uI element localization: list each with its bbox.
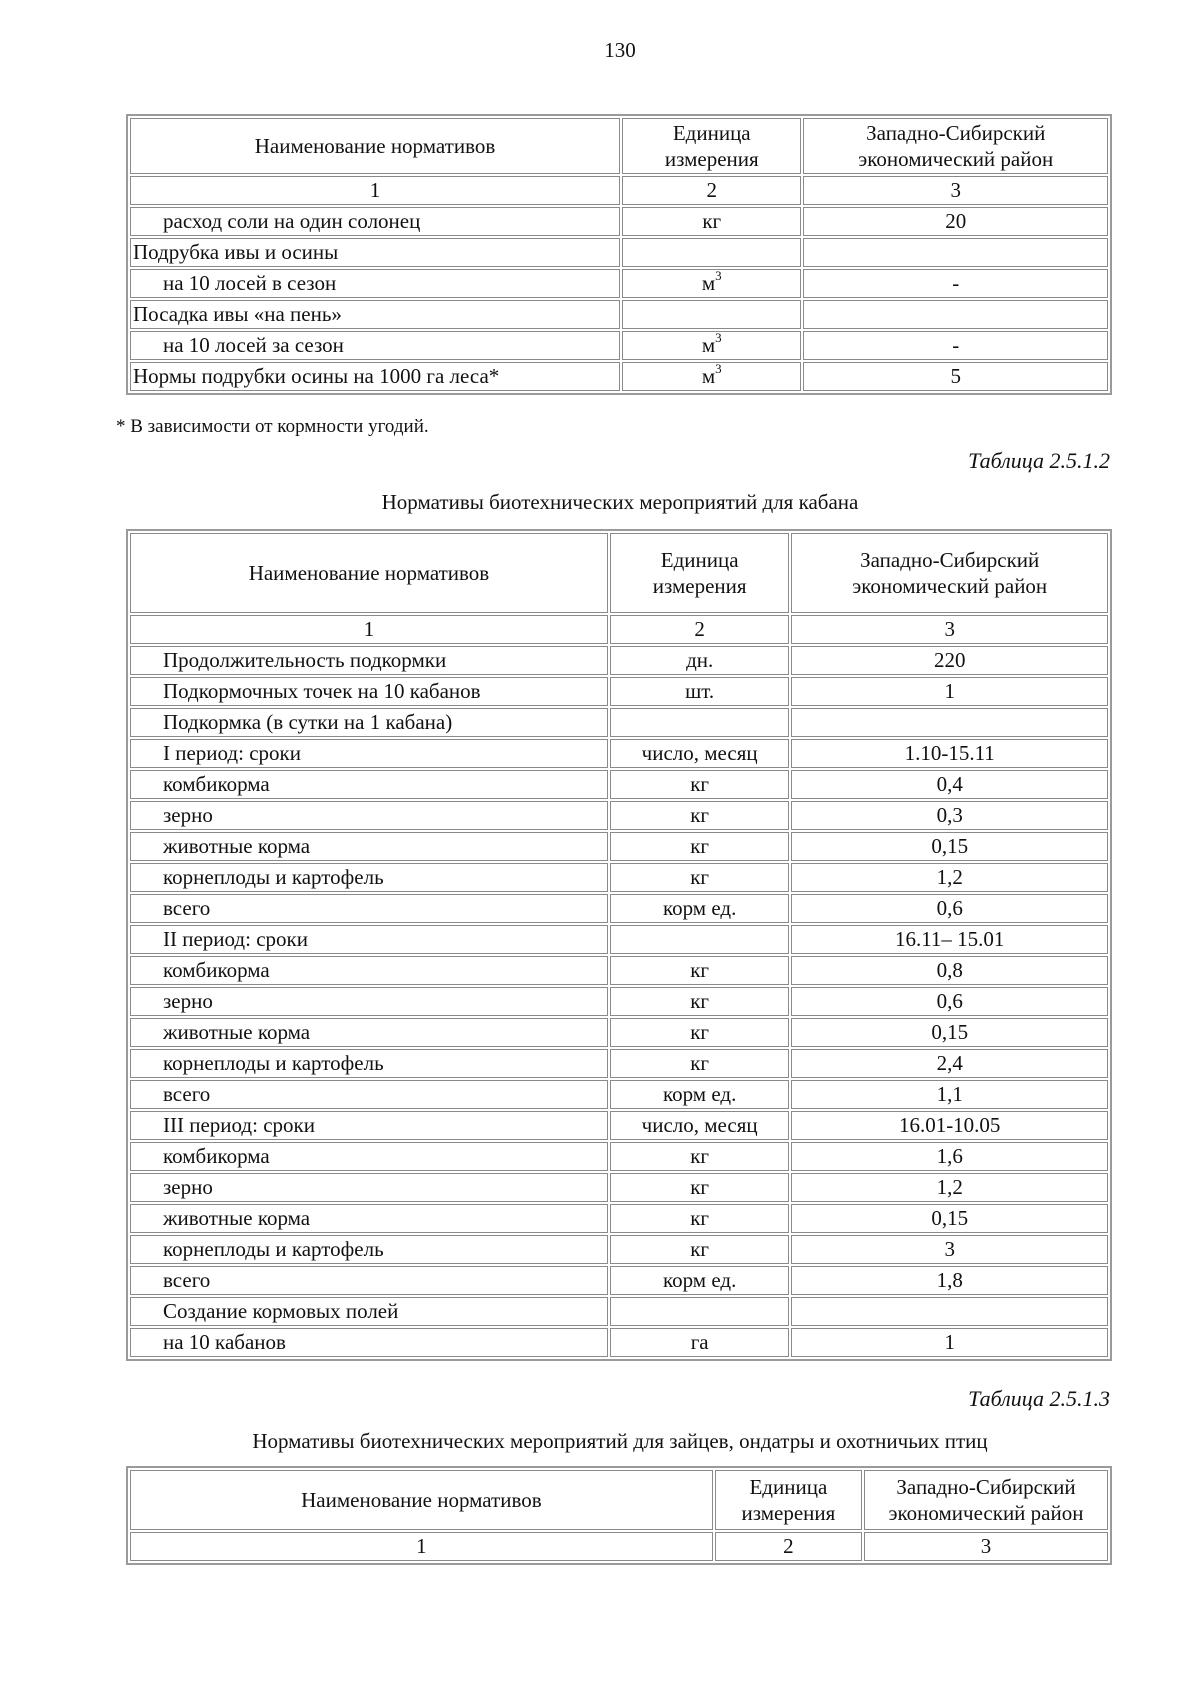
header-unit: Единица измерения (610, 533, 789, 613)
table-row (130, 1235, 1108, 1264)
value-cell: 16.11– 15.01 (791, 925, 1108, 954)
table-header-row (130, 533, 1108, 613)
table-row (130, 1018, 1108, 1047)
value-cell: 20 (803, 207, 1108, 236)
unit-cell: кг (610, 770, 789, 799)
unit-text: м (701, 271, 716, 295)
table-row (130, 1142, 1108, 1171)
norm-name: на 10 лосей в сезон (130, 269, 620, 298)
value-cell: 1,6 (791, 1142, 1108, 1171)
value-cell: 2,4 (791, 1049, 1108, 1078)
unit-cell: кг (610, 1235, 789, 1264)
value-cell: 3 (791, 1235, 1108, 1264)
table-row (130, 770, 1108, 799)
unit-cell (622, 238, 801, 267)
unit-cell (610, 1297, 789, 1326)
value-cell: 1,8 (791, 1266, 1108, 1295)
norm-name: корнеплоды и картофель (130, 1235, 608, 1264)
col-num-3: 3 (803, 176, 1108, 205)
norm-name: Нормы подрубки осины на 1000 га леса* (130, 362, 620, 391)
norm-name: Посадка ивы «на пень» (130, 300, 620, 329)
value-cell: 16.01-10.05 (791, 1111, 1108, 1140)
unit-cell: число, месяц (610, 739, 789, 768)
header-unit: Единица измерения (715, 1470, 862, 1530)
column-number-row (130, 1532, 1108, 1561)
value-cell: 0,6 (791, 987, 1108, 1016)
table-row (130, 1328, 1108, 1357)
norm-name: животные корма (130, 1018, 608, 1047)
table-row (130, 269, 1108, 298)
norm-name: зерно (130, 801, 608, 830)
unit-text: кг (702, 209, 722, 233)
value-cell: 0,8 (791, 956, 1108, 985)
unit-cell: число, месяц (610, 1111, 789, 1140)
page-number: 130 (604, 38, 636, 62)
norm-name: всего (130, 894, 608, 923)
table-row (130, 987, 1108, 1016)
table-row (130, 1173, 1108, 1202)
table-row (130, 708, 1108, 737)
norm-name: II период: сроки (130, 925, 608, 954)
unit-cell (622, 269, 801, 298)
value-cell: - (803, 331, 1108, 360)
column-number-row (130, 176, 1108, 205)
norm-name: I период: сроки (130, 739, 608, 768)
unit-cell: кг (610, 1018, 789, 1047)
table-caption-3: Таблица 2.5.1.3 (968, 1386, 1110, 1411)
table-body (130, 207, 1108, 391)
unit-cell: кг (610, 1204, 789, 1233)
unit-cell: га (610, 1328, 789, 1357)
norm-name: Продолжительность подкормки (130, 646, 608, 675)
table-row (130, 300, 1108, 329)
table-row (130, 1049, 1108, 1078)
col-num-1: 1 (130, 615, 608, 644)
value-cell (803, 300, 1108, 329)
norm-name: комбикорма (130, 956, 608, 985)
col-num-3: 3 (791, 615, 1108, 644)
unit-superscript: 3 (715, 331, 722, 345)
table-row (130, 894, 1108, 923)
unit-cell: корм ед. (610, 1266, 789, 1295)
header-name: Наименование нормативов (130, 533, 608, 613)
table-row (130, 362, 1108, 391)
table-row (130, 677, 1108, 706)
norm-name: Создание кормовых полей (130, 1297, 608, 1326)
unit-superscript: 3 (715, 362, 722, 376)
norm-name: животные корма (130, 832, 608, 861)
norm-name: на 10 лосей за сезон (130, 331, 620, 360)
value-cell: 0,4 (791, 770, 1108, 799)
norm-name: зерно (130, 987, 608, 1016)
unit-text: м (701, 333, 716, 357)
unit-superscript: 3 (715, 269, 722, 283)
table-row (130, 1297, 1108, 1326)
value-cell (803, 238, 1108, 267)
header-unit: Единица измерения (622, 118, 801, 174)
header-region: Западно-Сибирский экономический район (864, 1470, 1108, 1530)
unit-cell (622, 300, 801, 329)
norm-name: на 10 кабанов (130, 1328, 608, 1357)
column-number-row (130, 615, 1108, 644)
value-cell: 1,2 (791, 1173, 1108, 1202)
norm-name: Подкормка (в сутки на 1 кабана) (130, 708, 608, 737)
value-cell: 1 (791, 1328, 1108, 1357)
norm-name: комбикорма (130, 770, 608, 799)
value-cell: 1.10-15.11 (791, 739, 1108, 768)
unit-cell: корм ед. (610, 1080, 789, 1109)
header-region: Западно-Сибирский экономический район (803, 118, 1108, 174)
header-name: Наименование нормативов (130, 118, 620, 174)
norm-name: всего (130, 1080, 608, 1109)
table-boar-norms (126, 529, 1112, 1361)
value-cell: 0,15 (791, 1204, 1108, 1233)
unit-cell (622, 362, 801, 391)
unit-cell: корм ед. (610, 894, 789, 923)
col-num-1: 1 (130, 176, 620, 205)
value-cell: 0,6 (791, 894, 1108, 923)
value-cell: 5 (803, 362, 1108, 391)
unit-text: м (701, 364, 716, 388)
table-row (130, 925, 1108, 954)
table-row (130, 956, 1108, 985)
table-row (130, 801, 1108, 830)
unit-cell (610, 708, 789, 737)
unit-cell: кг (610, 863, 789, 892)
table-row (130, 832, 1108, 861)
value-cell: 0,15 (791, 832, 1108, 861)
table-title-2: Нормативы биотехнических мероприятий для кабана (381, 490, 859, 514)
unit-cell (622, 331, 801, 360)
unit-cell: кг (610, 1173, 789, 1202)
col-num-2: 2 (715, 1532, 862, 1561)
norm-name: Подрубка ивы и осины (130, 238, 620, 267)
table-hare-muskrat-bird-norms (126, 1466, 1112, 1565)
table-row (130, 1266, 1108, 1295)
table-title-3: Нормативы биотехнических мероприятий для зайцев, ондатры и охотничьих птиц (252, 1429, 988, 1453)
table-row (130, 1204, 1108, 1233)
unit-cell: кг (610, 832, 789, 861)
unit-cell (610, 925, 789, 954)
table-row (130, 238, 1108, 267)
table-row (130, 331, 1108, 360)
col-num-1: 1 (130, 1532, 713, 1561)
norm-name: всего (130, 1266, 608, 1295)
norm-name: корнеплоды и картофель (130, 863, 608, 892)
value-cell: 1,1 (791, 1080, 1108, 1109)
value-cell: 220 (791, 646, 1108, 675)
value-cell (791, 708, 1108, 737)
norm-name: корнеплоды и картофель (130, 1049, 608, 1078)
value-cell: 1,2 (791, 863, 1108, 892)
norm-name: животные корма (130, 1204, 608, 1233)
norm-name: зерно (130, 1173, 608, 1202)
header-region: Западно-Сибирский экономический район (791, 533, 1108, 613)
unit-cell: кг (610, 1142, 789, 1171)
table-moose-norms (126, 114, 1112, 395)
norm-name: Подкормочных точек на 10 кабанов (130, 677, 608, 706)
table-row (130, 646, 1108, 675)
unit-cell (622, 207, 801, 236)
table-caption-2: Таблица 2.5.1.2 (968, 448, 1110, 473)
table-body (130, 646, 1108, 1357)
norm-name: расход соли на один солонец (130, 207, 620, 236)
col-num-2: 2 (622, 176, 801, 205)
unit-cell: кг (610, 801, 789, 830)
value-cell (791, 1297, 1108, 1326)
header-name: Наименование нормативов (130, 1470, 713, 1530)
table-row (130, 1080, 1108, 1109)
unit-cell: кг (610, 987, 789, 1016)
unit-cell: дн. (610, 646, 789, 675)
table-row (130, 207, 1108, 236)
norm-name: комбикорма (130, 1142, 608, 1171)
norm-name: III период: сроки (130, 1111, 608, 1140)
table-row (130, 863, 1108, 892)
unit-cell: кг (610, 1049, 789, 1078)
value-cell: - (803, 269, 1108, 298)
unit-cell: кг (610, 956, 789, 985)
table-row (130, 739, 1108, 768)
unit-cell: шт. (610, 677, 789, 706)
value-cell: 0,15 (791, 1018, 1108, 1047)
footnote: * В зависимости от кормности угодий. (116, 416, 429, 437)
table-header-row (130, 118, 1108, 174)
table-row (130, 1111, 1108, 1140)
table-header-row (130, 1470, 1108, 1530)
col-num-2: 2 (610, 615, 789, 644)
value-cell: 0,3 (791, 801, 1108, 830)
value-cell: 1 (791, 677, 1108, 706)
col-num-3: 3 (864, 1532, 1108, 1561)
